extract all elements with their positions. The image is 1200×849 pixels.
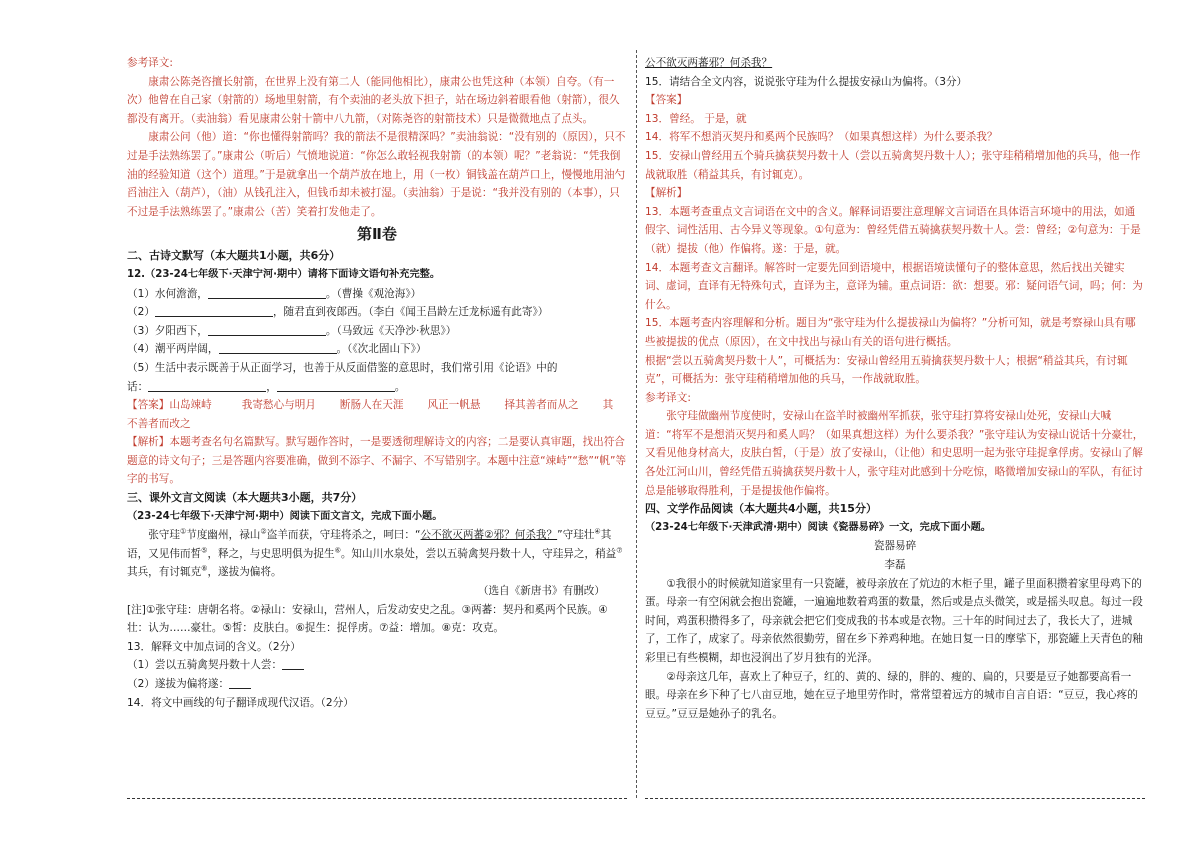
essay-author: 李磊 [884, 559, 906, 572]
essay-title: 瓷器易碎 [873, 540, 917, 553]
footer-line-right [645, 798, 1145, 799]
essay-paragraph-1: ①我很小的时候就知道家里有一只瓷罐，被母亲放在了炕边的木柜子里，罐子里面积攒着家里母鸡下的蛋。母亲一有空闲就会抱出瓷罐，一遍遍地数着鸡蛋的数量，然后或是点头微笑，或是摇头叹息。每过一段时间，鸡蛋积攒得多了，母亲就会把它们变成我的书本或是衣物。三十年的时间过去了，我长大了，进城了，工作了，成家了。母亲依然很勤劳，留在乡下养鸡种地。在她日复一日的摩挲下，那瓷罐上天青色的釉彩里已有些模糊，却也浸润出了岁月独有的光泽。 [645, 577, 1143, 664]
analysis-14: 14．本题考查文言翻译。解答时一定要先回到语境中，根据语境读懂句子的整体意思，然后找出关键实词、虚词，直译有无特殊句式，直译为主，意译为辅。重点词语：欲：想要。邪：疑问语气词，吗；何：为什么。 [645, 261, 1143, 311]
analysis-tag-right: 【解析】 [645, 187, 688, 200]
answer-blank[interactable] [155, 304, 273, 317]
q14-sentence: 公不欲灭两蕃邪？何杀我？ [645, 57, 773, 69]
answer-blank[interactable] [148, 379, 266, 392]
translation-paragraph-2: 康肃公问（他）道：“你也懂得射箭吗？我的箭法不是很精深吗？”卖油翁说：“没有别的（原因），只不过是手法熟练罢了。”康肃公（听后）气愤地说道：“你怎么敢轻视我射箭（的本领）呢？”老翁说：“凭我倒油的经验知道（这个）道理。”于是就拿出一个葫芦放在地上，用（一枚）铜钱盖在葫芦口上，慢慢地用油勺舀油注入（葫芦），（油）从钱孔注入，但钱币却未被打湿。（卖油翁）于是说：“我并没有别的（本事），只不过是手法熟练罢了。”康肃公（苦）笑着打发他走了。 [127, 131, 626, 218]
footer-line-left [127, 798, 627, 799]
ref-label-right: 参考译文: [645, 391, 691, 404]
answer-12: 【答案】山岛竦峙 我寄愁心与明月 断肠人在天涯 风正一帆悬 择其善者而从之 其 [127, 399, 614, 412]
question-14: 14．将文中画线的句子翻译成现代汉语。（2分） [127, 696, 354, 709]
annotation-notes: [注]①张守珪：唐朝名将。②禄山：安禄山，营州人，后发动安史之乱。③两蕃：契丹和奚两个民族。④壮：认为……豪壮。⑤皙：皮肤白。⑥捉生：捉俘虏。⑦益：增加。⑧克：攻克。 [127, 603, 608, 635]
analysis-12: 【解析】本题考查名句名篇默写。默写题作答时，一是要透彻理解诗文的内容；二是要认真审题，找出符合题意的诗文句子；三是答题内容要准确，做到不添字、不漏字、不写错别字。本题中注意“竦峙”“愁”“帆”等字的书写。 [127, 436, 627, 486]
q13-item-2: （2）遂拔为偏将遂： [127, 675, 627, 694]
q12-item-1: （1）水何澹澹， 。（曹操《观沧海》） [127, 287, 422, 300]
analysis-15-b: 根据“尝以五骑禽契丹数十人”，可概括为：安禄山曾经用五骑擒获契丹数十人；根据“稍益其兵，有讨辄克”，可概括为：张守珪稍稍增加他的兵马，一作战就取胜。 [645, 354, 1128, 386]
section-3-heading: 三、课外文言文阅读（本大题共3小题，共7分） [127, 491, 363, 505]
answer-blank[interactable] [282, 657, 304, 670]
answer-blank[interactable] [208, 286, 326, 299]
question-13: 13．解释文中加点词的含义。（2分） [127, 640, 301, 653]
question-15: 15．请结合全文内容，说说张守珪为什么提拔安禄山为偏将。（3分） [645, 75, 968, 88]
section-4-heading: 四、文学作品阅读（本大题共4小题，共15分） [645, 502, 877, 516]
essay-paragraph-2: ②母亲这几年，喜欢上了种豆子，红的、黄的、绿的，胖的、瘦的、扁的，只要是豆子她都要高看一眼。母亲在乡下种了七八亩豆地，她在豆子地里劳作时，常常望着远方的城市自言自语：“豆豆，我心疼的豆豆。”豆豆是她孙子的乳名。 [645, 670, 1138, 720]
answer-15: 15．安禄山曾经用五个骑兵擒获契丹数十人（尝以五骑禽契丹数十人）；张守珪稍稍增加他的兵马，他一作战就取胜（稍益其兵，有讨辄克）。 [645, 149, 1141, 181]
q12-item-3: （3）夕阳西下， 。（马致远《天净沙·秋思》） [127, 324, 457, 337]
classical-text: 张守珪①节度幽州，禄山②盗羊而获，守珪将杀之，呵曰：“公不欲灭两蕃②邪？何杀我？”守珪壮④其语，又见伟而皙⑤，释之，与史思明俱为捉生⑥。知山川水泉处，尝以五骑禽契丹数十人，守珪异之，稍益⑦其兵，有讨辄克⑧，遂拔为偏将。 [127, 527, 623, 579]
section-4-source: （23-24七年级下·天津武清·期中）阅读《瓷器易碎》一文，完成下面小题。 [645, 521, 991, 533]
answer-blank[interactable] [229, 676, 251, 689]
q12-item-2: （2） ，随君直到夜郎西。（李白《闻王昌龄左迁龙标遥有此寄》） [127, 306, 549, 319]
answer-14: 14．将军不想消灭契丹和奚两个民族吗？（如果真想这样）为什么要杀我？ [645, 131, 998, 144]
analysis-13: 13．本题考查重点文言词语在文中的含义。解释词语要注意理解文言词语在具体语言环境中的用法，如通假字、词性活用、古今异义等现象。①句意为：曾经凭借五骑擒获契丹数十人。尝：曾经；②句意为：于是（就）提拔（他）作偏将。遂：于是，就。 [645, 205, 1141, 255]
section-2-heading: 二、古诗文默写（本大题共1小题，共6分） [127, 249, 341, 263]
ref-label-left: 参考译文: [127, 57, 173, 69]
column-divider [636, 50, 637, 798]
translation-right: 张守珪做幽州节度使时，安禄山在盗羊时被幽州军抓获，张守珪打算将安禄山处死，安禄山大喊道：“将军不是想消灭契丹和奚人吗？（如果真想这样）为什么要杀我？”张守珪认为安禄山说话十分豪壮，又看见他身材高大，皮肤白皙，（于是）放了安禄山，（让他）和史思明一起为张守珪捉拿俘虏。安禄山了解各处江河山川，曾经凭借五骑擒获契丹数十人，张守珪对此感到十分吃惊，略微增加安禄山的军队，有征讨总是能够取得胜利，于是提拔他作偏将。 [645, 410, 1144, 497]
left-column [127, 54, 627, 712]
answer-blank[interactable] [219, 341, 337, 354]
q12-item-5: （5）生活中表示既善于从正面学习，也善于从反面借鉴的意思时，我们常引用《论语》中的 [127, 361, 558, 374]
translation-paragraph-1: 康肃公陈尧咨擅长射箭，在世界上没有第二人（能同他相比），康肃公也凭这种（本领）自夸。（有一次）他曾在自己家（射箭的）场地里射箭，有个卖油的老头放下担子，站在场边斜着眼看他（射箭），很久都没有离开。（卖油翁）看见康肃公射十箭中八九箭，（对陈尧咨的射箭技术）只是微微地点了点头。 [127, 75, 620, 125]
answer-tag-right: 【答案】 [645, 94, 688, 107]
right-column [645, 54, 1145, 723]
underlined-sentence: 公不欲灭两蕃②邪？何杀我？ [420, 529, 558, 542]
q12-item-4: （4）潮平两岸阔， 。（《次北固山下》） [127, 343, 427, 356]
volume-2-title: 第Ⅱ卷 [357, 225, 397, 244]
answer-13: 13．曾经。 于是，就 [645, 112, 747, 125]
q12-item-5-blanks: 话： ， 。 [127, 380, 406, 393]
answer-blank[interactable] [208, 323, 326, 336]
analysis-15: 15．本题考查内容理解和分析。题目为“张守珪为什么提拔禄山为偏将？”分析可知，就是考察禄山具有哪些被提拔的优点（原因），在文中找出与禄山有关的语句进行概括。 [645, 317, 1136, 348]
text-source: （选自《新唐书》有删改） [477, 585, 605, 598]
answer-blank[interactable] [277, 379, 395, 392]
question-12: 12.（23-24七年级下·天津宁河·期中）请将下面诗文语句补充完整。 [127, 268, 441, 280]
q13-item-1: （1）尝以五骑禽契丹数十人尝： [127, 656, 627, 675]
answer-12-line-2: 不善者而改之 [127, 417, 191, 430]
section-3-source: （23-24七年级下·天津宁河·期中）阅读下面文言文，完成下面小题。 [127, 510, 443, 522]
